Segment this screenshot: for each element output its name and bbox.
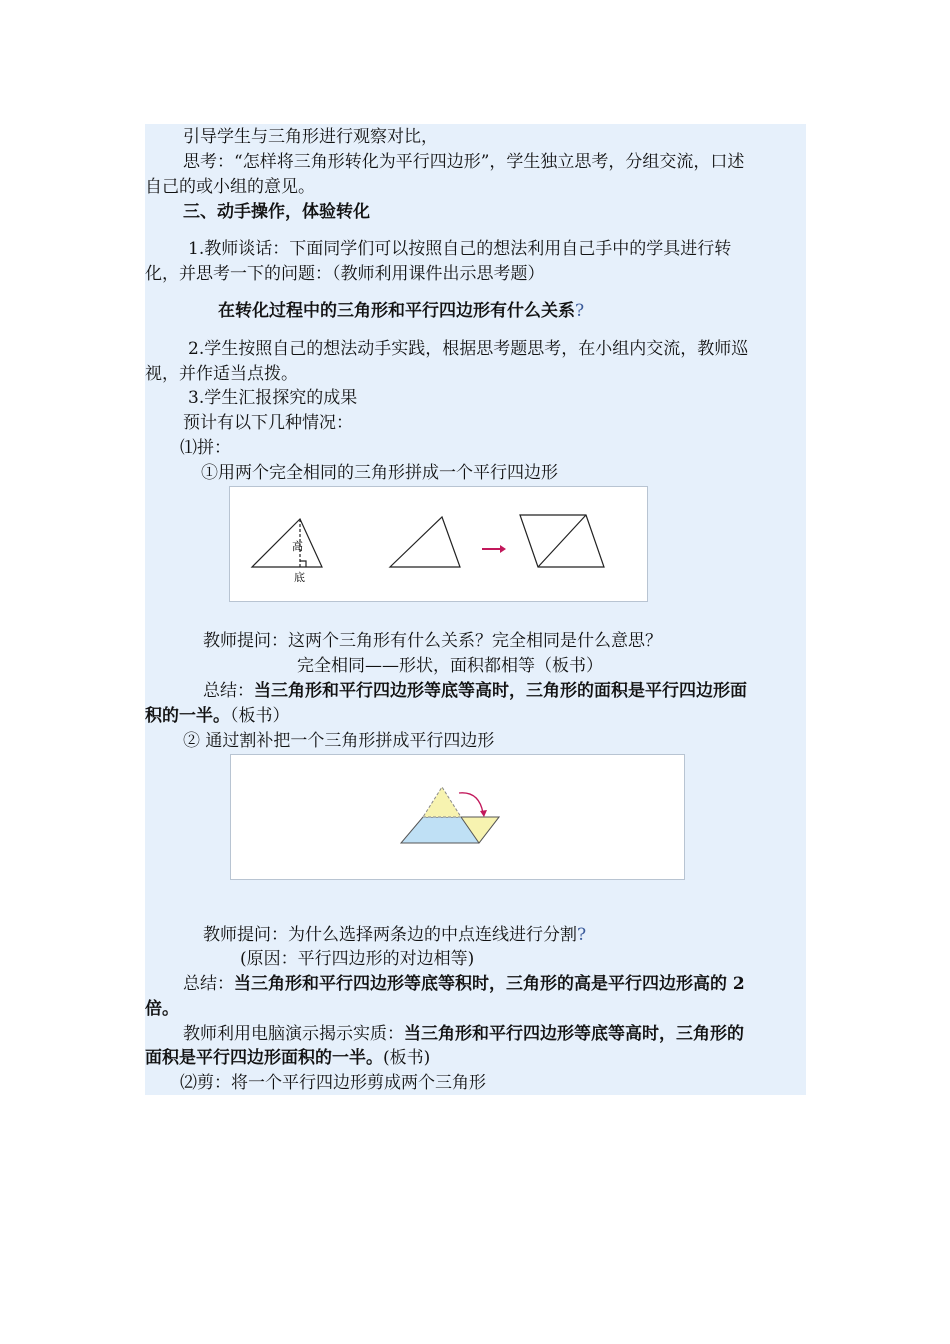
summary-tail: (板书) <box>383 1048 431 1068</box>
top-triangle <box>423 787 461 817</box>
summary-bold: 积的一半。 <box>145 706 230 726</box>
text-line: ①用两个完全相同的三角形拼成一个平行四边形 <box>201 463 558 483</box>
summary-line <box>145 705 290 727</box>
text-line: 引导学生与三角形进行观察对比， <box>183 127 438 147</box>
text-line: ② 通过割补把一个三角形拼成平行四边形 <box>183 731 495 751</box>
summary-line <box>183 1023 744 1045</box>
text-line: 完全相同——形状，面积都相等（板书） <box>297 656 603 676</box>
summary-line <box>145 1047 430 1069</box>
text-line: ⑴拼： <box>180 438 231 458</box>
figure-cut-and-fill <box>230 754 685 880</box>
figure-2-drawing <box>231 755 686 881</box>
text-line: 视，并作适当点拨。 <box>145 364 298 384</box>
summary-line <box>203 680 747 702</box>
summary-line <box>183 973 745 995</box>
question-mark: ? <box>577 925 587 945</box>
rotate-arrow-icon <box>459 793 483 813</box>
summary-tail: （板书） <box>230 706 290 726</box>
summary-prefix: 教师利用电脑演示揭示实质： <box>183 1024 404 1044</box>
figure-triangles-to-parallelogram <box>229 486 648 602</box>
text-line: (原因：平行四边形的对边相等) <box>240 949 475 969</box>
text-line: 自己的或小组的意见。 <box>145 177 315 197</box>
summary-bold: 当三角形和平行四边形等底等高时，三角形的面积是平行四边形面 <box>254 681 747 701</box>
summary-prefix: 总结： <box>183 974 234 994</box>
summary-bold: 当三角形和平行四边形等底等积时，三角形的高是平行四边形高的 2 <box>234 974 745 994</box>
question-text: 教师提问：为什么选择两条边的中点连线进行分割 <box>203 925 577 945</box>
section-heading: 三、动手操作，体验转化 <box>183 202 370 222</box>
triangle-copy <box>390 517 460 567</box>
question-line <box>218 300 584 322</box>
question-mark: ? <box>575 301 585 321</box>
triangle-with-height <box>252 519 322 567</box>
parallelogram-shape <box>520 515 604 567</box>
summary-line: 倍。 <box>145 999 179 1019</box>
text-line: 思考：“怎样将三角形转化为平行四边形”，学生独立思考，分组交流，口述 <box>183 152 745 172</box>
text-line: 教师提问：这两个三角形有什么关系？完全相同是什么意思？ <box>203 631 662 651</box>
height-label: 高 <box>292 540 303 553</box>
figure-1-drawing <box>230 487 649 603</box>
text-line: 化，并思考一下的问题：（教师利用课件出示思考题） <box>145 264 545 284</box>
text-line: 3.学生汇报探究的成果 <box>188 388 358 408</box>
text-line: ⑵剪：将一个平行四边形剪成两个三角形 <box>180 1073 486 1093</box>
summary-prefix: 总结： <box>203 681 254 701</box>
summary-bold: 当三角形和平行四边形等底等高时，三角形的 <box>404 1024 744 1044</box>
summary-bold: 面积是平行四边形面积的一半。 <box>145 1048 383 1068</box>
text-line: 1.教师谈话：下面同学们可以按照自己的想法利用自己手中的学具进行转 <box>188 239 732 259</box>
text-line: 预计有以下几种情况： <box>183 413 353 433</box>
arrow-icon <box>482 545 506 553</box>
text-line <box>203 924 586 946</box>
text-line: 2.学生按照自己的想法动手实践，根据思考题思考，在小组内交流，教师巡 <box>188 339 749 359</box>
question-text: 在转化过程中的三角形和平行四边形有什么关系 <box>218 301 575 321</box>
base-label: 底 <box>294 571 305 584</box>
